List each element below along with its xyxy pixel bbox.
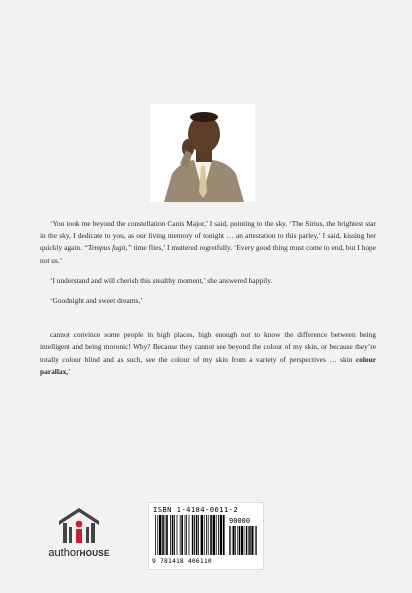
publisher-name: authorHOUSE	[48, 547, 110, 559]
blurb-emphasis: “Tempus fugit,”	[83, 243, 132, 253]
author-photo	[150, 104, 255, 202]
barcode-bar	[208, 515, 209, 555]
barcode-bar	[180, 515, 181, 555]
barcode-bar	[186, 515, 187, 555]
barcode-bar	[185, 515, 186, 555]
barcode-bar	[166, 515, 168, 555]
barcode-bar	[256, 526, 257, 555]
barcode-bar	[170, 515, 171, 555]
barcode-bars	[153, 515, 259, 557]
barcode-bar	[194, 515, 195, 555]
barcode-bar	[216, 515, 217, 555]
barcode-bar	[159, 515, 161, 555]
barcode-bar	[204, 515, 205, 555]
back-cover-blurb	[40, 218, 376, 386]
barcode-bar	[241, 526, 243, 555]
barcode-bar	[235, 526, 236, 555]
isbn-label: ISBN 1-4184-0611-2	[153, 505, 239, 514]
barcode-bar	[220, 515, 222, 555]
authorhouse-logo-icon	[55, 505, 103, 545]
blurb-paragraph: ‘You took me beyond the constellation Canis Major,’ I said, pointing to the sky. ‘The Sirius, the brightest star in the sky, I dedicate to you, as our living memory of tonight … an attestation to this parley,’ I said, kissing her quickly again. “Tempus fugit,” time flies,’ I muttered regretfully. ‘Every good thing must come to end, but I hope not us.’	[40, 219, 376, 265]
barcode-bar	[244, 526, 245, 555]
barcode-bar	[248, 526, 249, 555]
blurb-paragraph: ‘I understand and will cherish this stealthy moment,’ she answered happily.	[50, 275, 273, 285]
author-portrait-icon	[150, 104, 255, 202]
barcode-bar	[206, 515, 207, 555]
barcode-bar	[239, 526, 240, 555]
barcode-bar	[255, 526, 256, 555]
barcode-bar	[177, 515, 178, 555]
barcode-bar	[229, 526, 230, 555]
barcode-bar	[155, 515, 156, 555]
barcode-bar	[162, 515, 164, 555]
barcode-bar	[157, 515, 158, 555]
blurb-paragraph: cannot convince some people in high places, high enough not to know the difference between being intelligent and being moronic! Why? Because they cannot see beyond the colour of my skin, or because they’re totally colour blind and as such, see the colour of my skin from a variety of perspectives … skin colour parallax,’	[40, 330, 376, 376]
isbn-barcode	[148, 502, 264, 570]
barcode-bar	[251, 526, 253, 555]
barcode-bar	[192, 515, 194, 555]
barcode-bar	[172, 515, 174, 555]
blurb-paragraph: ‘Goodnight and sweet dreams,’	[50, 296, 143, 306]
barcode-bar	[223, 515, 225, 555]
barcode-bar	[249, 526, 250, 555]
barcode-bar	[233, 526, 235, 555]
barcode-bar	[189, 515, 190, 555]
barcode-bar	[210, 515, 212, 555]
barcode-bar	[213, 515, 215, 555]
ean-number: 9 781418 406110	[152, 558, 212, 565]
barcode-bar	[165, 515, 166, 555]
barcode-bar	[174, 515, 175, 555]
price-code: 90000	[229, 517, 251, 525]
barcode-bar	[196, 515, 198, 555]
barcode-bar	[237, 526, 238, 555]
barcode-bar	[201, 515, 203, 555]
publisher-logo	[48, 505, 110, 565]
barcode-bar	[230, 526, 231, 555]
blurb-bold: colour parallax,	[40, 354, 376, 376]
barcode-bar	[218, 515, 219, 555]
barcode-bar	[198, 515, 199, 555]
barcode-bar	[181, 515, 183, 555]
barcode-bar	[246, 526, 247, 555]
